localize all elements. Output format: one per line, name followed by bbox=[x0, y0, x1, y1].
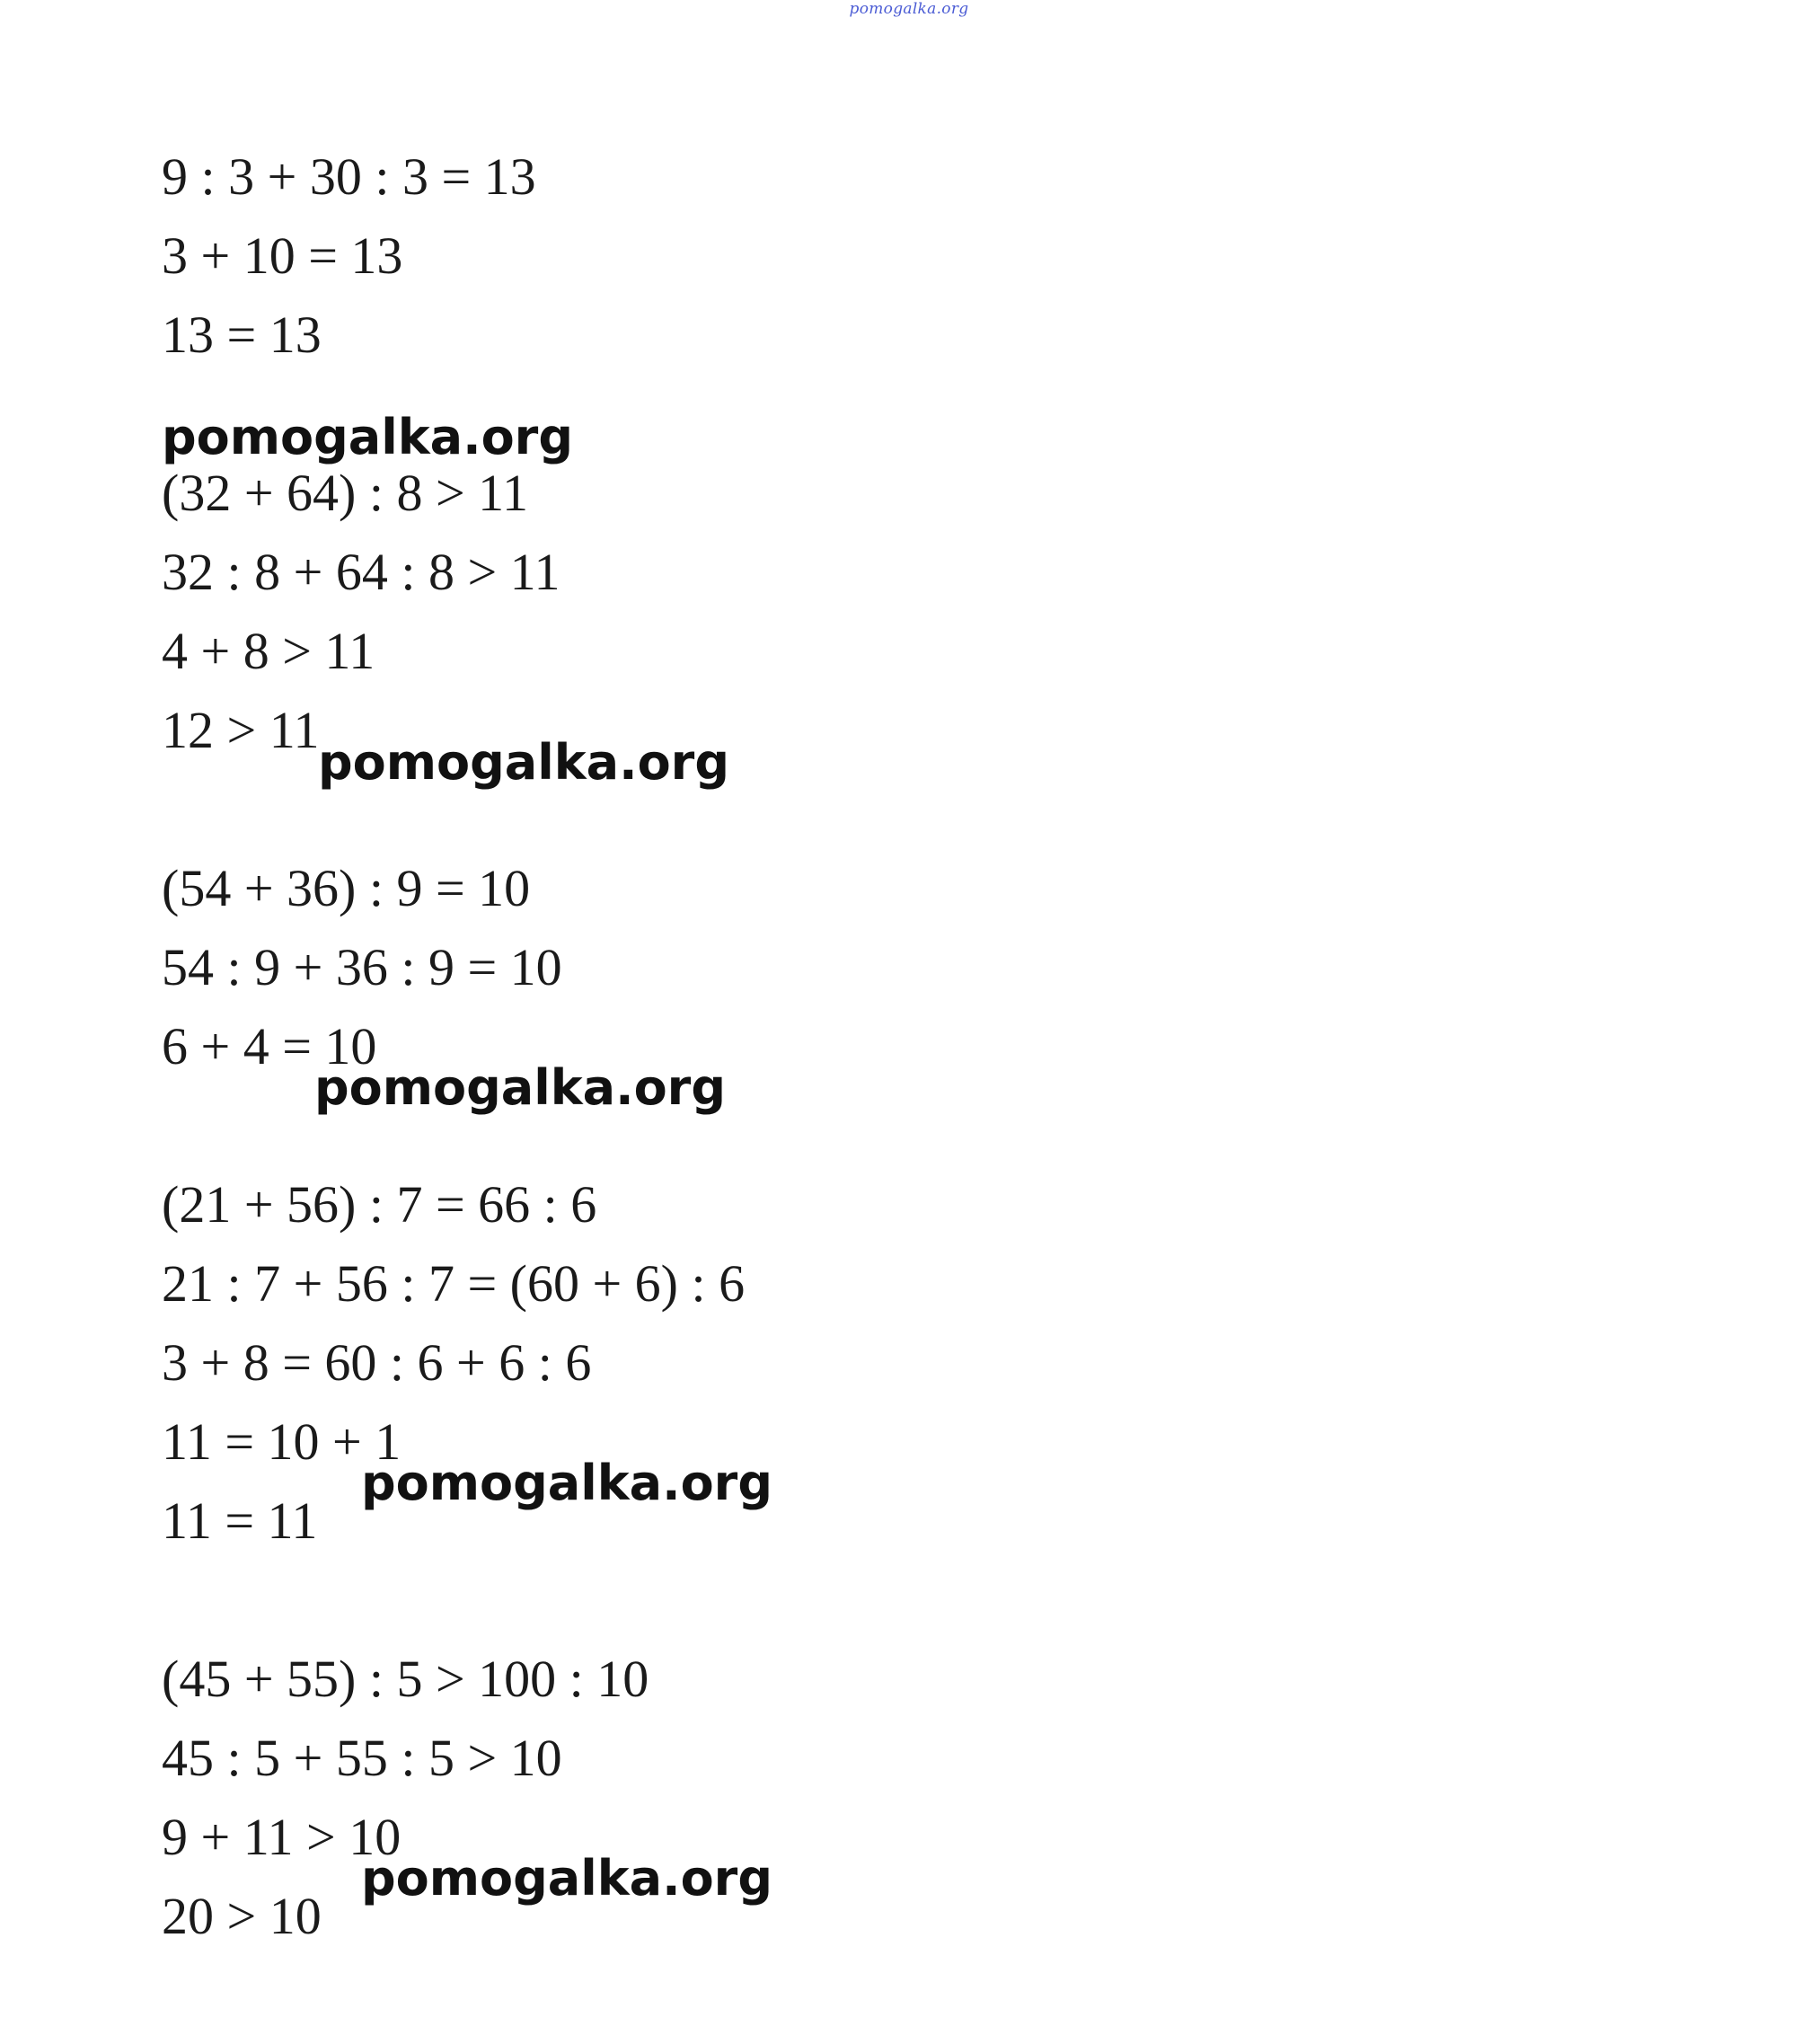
equation-line: 12 > 11 bbox=[162, 701, 320, 759]
equation-line: 3 + 8 = 60 : 6 + 6 : 6 bbox=[162, 1333, 592, 1392]
equation-line: 20 > 10 bbox=[162, 1887, 322, 1945]
equation-line: (21 + 56) : 7 = 66 : 6 bbox=[162, 1175, 597, 1234]
watermark-text: pomogalka.org bbox=[318, 734, 729, 791]
equation-line: 11 = 11 bbox=[162, 1491, 318, 1550]
equation-line: (54 + 36) : 9 = 10 bbox=[162, 859, 531, 917]
equation-line: (32 + 64) : 8 > 11 bbox=[162, 464, 529, 522]
equation-line: (45 + 55) : 5 > 100 : 10 bbox=[162, 1650, 649, 1708]
equation-line: 32 : 8 + 64 : 8 > 11 bbox=[162, 543, 560, 601]
watermark-text: pomogalka.org bbox=[162, 409, 573, 465]
header-watermark: pomogalka.org bbox=[849, 0, 969, 18]
equation-line: 45 : 5 + 55 : 5 > 10 bbox=[162, 1729, 562, 1787]
watermark-text: pomogalka.org bbox=[314, 1059, 726, 1116]
watermark-text: pomogalka.org bbox=[361, 1850, 772, 1907]
equation-line: 4 + 8 > 11 bbox=[162, 622, 375, 680]
equation-line: 3 + 10 = 13 bbox=[162, 226, 403, 285]
equation-line: 13 = 13 bbox=[162, 305, 322, 364]
equation-line: 6 + 4 = 10 bbox=[162, 1017, 377, 1075]
watermark-text: pomogalka.org bbox=[361, 1455, 772, 1511]
equation-line: 9 + 11 > 10 bbox=[162, 1808, 402, 1866]
equation-line: 11 = 10 + 1 bbox=[162, 1412, 402, 1471]
equation-line: 54 : 9 + 36 : 9 = 10 bbox=[162, 938, 562, 996]
equation-line: 9 : 3 + 30 : 3 = 13 bbox=[162, 147, 536, 206]
equation-line: 21 : 7 + 56 : 7 = (60 + 6) : 6 bbox=[162, 1254, 746, 1313]
